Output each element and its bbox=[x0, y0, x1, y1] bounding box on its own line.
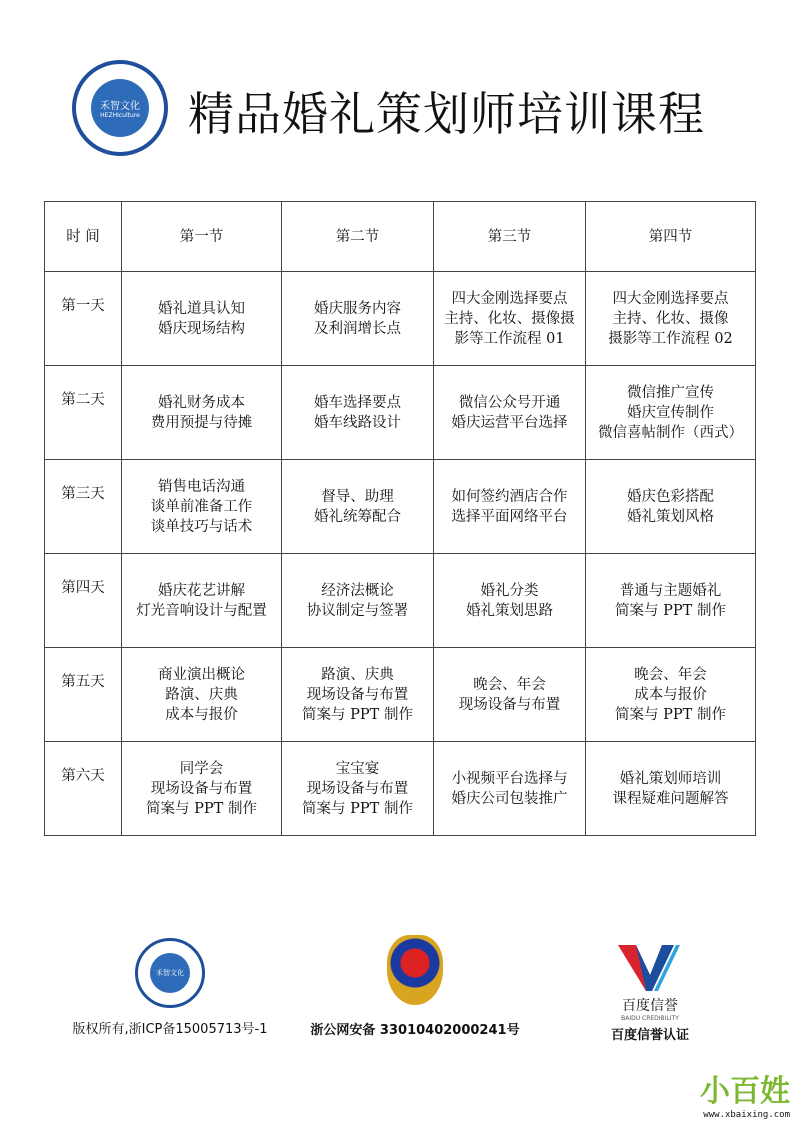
company-logo bbox=[72, 60, 168, 156]
lesson-line: 婚车线路设计 bbox=[314, 414, 401, 431]
lesson-line: 婚庆公司包装推广 bbox=[451, 790, 568, 807]
lesson-line: 现场设备与布置 bbox=[150, 780, 253, 797]
icp-text: 版权所有,浙ICP备15005713号-1 bbox=[72, 1022, 268, 1037]
logo-sub: HEZHIculture bbox=[100, 112, 140, 119]
lesson-line: 四大金刚选择要点 bbox=[451, 290, 568, 307]
lesson-cell bbox=[282, 366, 434, 460]
lesson-line: 婚车选择要点 bbox=[314, 394, 401, 411]
lesson-cell bbox=[122, 460, 282, 554]
lesson-cell bbox=[434, 648, 586, 742]
lesson-line: 简案与 PPT 制作 bbox=[146, 800, 257, 817]
lesson-line: 谈单技巧与话术 bbox=[150, 518, 253, 535]
lesson-cell bbox=[122, 554, 282, 648]
lesson-line: 简案与 PPT 制作 bbox=[615, 602, 726, 619]
header-cell: 第二节 bbox=[282, 202, 434, 272]
lesson-cell bbox=[586, 460, 756, 554]
lesson-line: 婚庆服务内容 bbox=[314, 300, 401, 317]
logo-text: 禾智文化 bbox=[100, 101, 140, 112]
lesson-line: 影等工作流程 01 bbox=[454, 330, 565, 347]
lesson-cell bbox=[122, 272, 282, 366]
lesson-line: 婚礼道具认知 bbox=[158, 300, 245, 317]
police-badge-icon bbox=[387, 935, 443, 1005]
lesson-line: 现场设备与布置 bbox=[306, 780, 409, 797]
header-cell: 第四节 bbox=[586, 202, 756, 272]
lesson-cell bbox=[282, 742, 434, 836]
lesson-line: 现场设备与布置 bbox=[306, 686, 409, 703]
table-row bbox=[45, 272, 756, 366]
lesson-line: 婚礼策划风格 bbox=[627, 508, 714, 525]
lesson-line: 简案与 PPT 制作 bbox=[302, 706, 413, 723]
lesson-line: 微信喜帖制作（西式） bbox=[598, 424, 743, 441]
police-record-text: 浙公网安备 33010402000241号 bbox=[310, 1023, 520, 1038]
table-row bbox=[45, 742, 756, 836]
lesson-line: 经济法概论 bbox=[321, 582, 394, 599]
lesson-line: 费用预提与待摊 bbox=[150, 414, 253, 431]
company-logo-small: 禾智文化 bbox=[135, 938, 205, 1008]
lesson-line: 婚庆色彩搭配 bbox=[627, 488, 714, 505]
lesson-cell bbox=[434, 554, 586, 648]
lesson-cell bbox=[122, 648, 282, 742]
lesson-line: 宝宝宴 bbox=[335, 760, 380, 777]
lesson-line: 婚礼策划师培训 bbox=[619, 770, 722, 787]
day-cell: 第二天 bbox=[45, 366, 122, 460]
lesson-cell bbox=[282, 460, 434, 554]
header-row bbox=[45, 202, 756, 272]
table-row bbox=[45, 366, 756, 460]
lesson-line: 普通与主题婚礼 bbox=[619, 582, 722, 599]
lesson-line: 同学会 bbox=[179, 760, 224, 777]
lesson-line: 小视频平台选择与 bbox=[451, 770, 568, 787]
day-cell: 第四天 bbox=[45, 554, 122, 648]
lesson-cell bbox=[282, 648, 434, 742]
lesson-line: 摄影等工作流程 02 bbox=[608, 330, 733, 347]
baidu-cert: 百度信誉认证 bbox=[610, 1028, 689, 1043]
lesson-line: 简案与 PPT 制作 bbox=[615, 706, 726, 723]
lesson-line: 协议制定与签署 bbox=[306, 602, 409, 619]
lesson-line: 婚庆宣传制作 bbox=[627, 404, 714, 421]
lesson-line: 婚礼统筹配合 bbox=[314, 508, 401, 525]
lesson-line: 商业演出概论 bbox=[158, 666, 245, 683]
lesson-line: 微信推广宣传 bbox=[627, 384, 714, 401]
day-cell: 第五天 bbox=[45, 648, 122, 742]
lesson-line: 主持、化妆、摄像 bbox=[612, 310, 729, 327]
lesson-line: 销售电话沟通 bbox=[158, 478, 245, 495]
table-row bbox=[45, 648, 756, 742]
day-cell: 第一天 bbox=[45, 272, 122, 366]
lesson-line: 晚会、年会 bbox=[473, 676, 546, 693]
lesson-cell bbox=[434, 366, 586, 460]
lesson-line: 婚礼策划思路 bbox=[466, 602, 553, 619]
lesson-line: 婚庆花艺讲解 bbox=[158, 582, 245, 599]
baidu-en: BAIDU CREDIBILITY bbox=[621, 1015, 679, 1022]
lesson-cell bbox=[282, 554, 434, 648]
day-cell: 第三天 bbox=[45, 460, 122, 554]
lesson-cell bbox=[434, 272, 586, 366]
header-cell: 第三节 bbox=[434, 202, 586, 272]
lesson-line: 谈单前准备工作 bbox=[150, 498, 253, 515]
copyright-block bbox=[70, 938, 270, 1037]
lesson-line: 婚庆现场结构 bbox=[158, 320, 245, 337]
watermark: 小百姓 www.xbaixing.com bbox=[700, 1074, 790, 1120]
lesson-line: 婚礼分类 bbox=[480, 582, 539, 599]
lesson-line: 课程疑难问题解答 bbox=[612, 790, 729, 807]
course-schedule-table bbox=[44, 201, 756, 836]
lesson-cell bbox=[282, 272, 434, 366]
lesson-cell bbox=[434, 460, 586, 554]
table-row bbox=[45, 554, 756, 648]
baidu-v-logo-icon bbox=[618, 945, 682, 991]
lesson-line: 路演、庆典 bbox=[321, 666, 394, 683]
lesson-line: 成本与报价 bbox=[634, 686, 707, 703]
police-block bbox=[310, 935, 520, 1038]
lesson-cell bbox=[122, 742, 282, 836]
lesson-line: 现场设备与布置 bbox=[458, 696, 561, 713]
lesson-cell bbox=[122, 366, 282, 460]
day-cell: 第六天 bbox=[45, 742, 122, 836]
page-title: 精品婚礼策划师培训课程 bbox=[188, 87, 705, 141]
lesson-line: 成本与报价 bbox=[165, 706, 238, 723]
header-cell: 第一节 bbox=[122, 202, 282, 272]
lesson-cell bbox=[586, 648, 756, 742]
table-row bbox=[45, 460, 756, 554]
lesson-line: 如何签约酒店合作 bbox=[451, 488, 568, 505]
lesson-line: 及利润增长点 bbox=[314, 320, 401, 337]
header-cell: 时 间 bbox=[45, 202, 122, 272]
lesson-cell bbox=[586, 272, 756, 366]
lesson-line: 选择平面网络平台 bbox=[451, 508, 568, 525]
lesson-line: 简案与 PPT 制作 bbox=[302, 800, 413, 817]
lesson-line: 婚礼财务成本 bbox=[158, 394, 245, 411]
baidu-brand: 百度信誉 bbox=[622, 998, 678, 1014]
lesson-line: 婚庆运营平台选择 bbox=[451, 414, 568, 431]
lesson-line: 四大金刚选择要点 bbox=[612, 290, 729, 307]
lesson-line: 路演、庆典 bbox=[165, 686, 238, 703]
lesson-line: 督导、助理 bbox=[321, 488, 394, 505]
lesson-line: 主持、化妆、摄像摄 bbox=[444, 310, 575, 327]
baidu-block bbox=[590, 945, 710, 1043]
lesson-cell bbox=[586, 742, 756, 836]
lesson-cell bbox=[586, 366, 756, 460]
lesson-line: 晚会、年会 bbox=[634, 666, 707, 683]
lesson-cell bbox=[434, 742, 586, 836]
lesson-cell bbox=[586, 554, 756, 648]
lesson-line: 灯光音响设计与配置 bbox=[136, 602, 267, 619]
lesson-line: 微信公众号开通 bbox=[458, 394, 561, 411]
